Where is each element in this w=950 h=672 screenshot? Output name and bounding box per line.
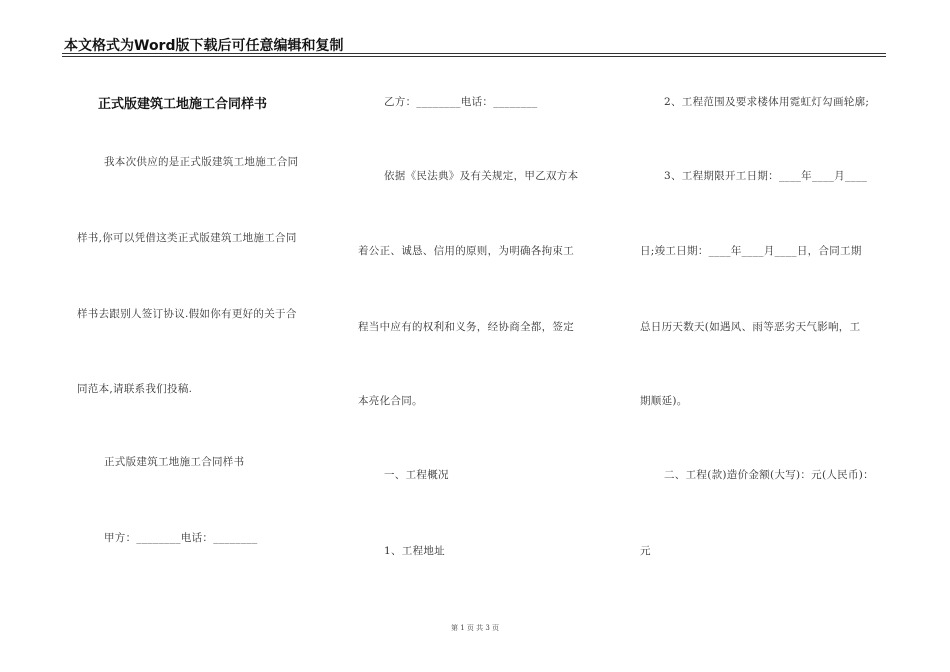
paragraph-line: 同范本,请联系我们投稿. — [77, 383, 193, 395]
page-number: 第 1 页 共 3 页 — [450, 624, 500, 632]
section-heading: 一、工程概况 — [384, 469, 449, 481]
paragraph-line: 1、工程地址 — [384, 545, 445, 557]
party-a-line: 甲方：________电话：________ — [104, 532, 258, 544]
paragraph-line: 本亮化合同。 — [358, 395, 423, 407]
paragraph-line: 期顺延)。 — [640, 395, 688, 407]
paragraph-line: 日;竣工日期：____年____月____日，合同工期 — [640, 245, 862, 257]
paragraph-line: 3、工程期限开工日期：____年____月____ — [664, 170, 868, 182]
paragraph-line: 2、工程范围及要求楼体用霓虹灯勾画轮廓; — [664, 96, 870, 108]
paragraph-line: 样书去跟别人签订协议.假如你有更好的关于合 — [77, 308, 297, 320]
paragraph-line: 依据《民法典》及有关规定，甲乙双方本 — [384, 170, 579, 182]
paragraph-line: 正式版建筑工地施工合同样书 — [104, 456, 245, 468]
paragraph-line: 着公正、诚恳、信用的原则，为明确各拘束工 — [358, 245, 574, 257]
contract-title: 正式版建筑工地施工合同样书 — [98, 97, 268, 112]
document-header-title: 本文格式为Word版下载后可任意编辑和复制 — [64, 38, 344, 54]
section-heading: 二、工程(款)造价金额(大写)：元(人民币)： — [664, 469, 874, 481]
paragraph-line: 程当中应有的权利和义务，经协商全都，签定 — [358, 321, 574, 333]
paragraph-line: 总日历天数天(如遇风、雨等恶劣天气影响，工 — [640, 321, 861, 333]
paragraph-line: 样书,你可以凭借这类正式版建筑工地施工合同 — [77, 232, 297, 244]
party-b-line: 乙方：________电话：________ — [384, 96, 538, 108]
paragraph-line: 我本次供应的是正式版建筑工地施工合同 — [104, 156, 299, 168]
paragraph-line: 元 — [640, 545, 651, 557]
